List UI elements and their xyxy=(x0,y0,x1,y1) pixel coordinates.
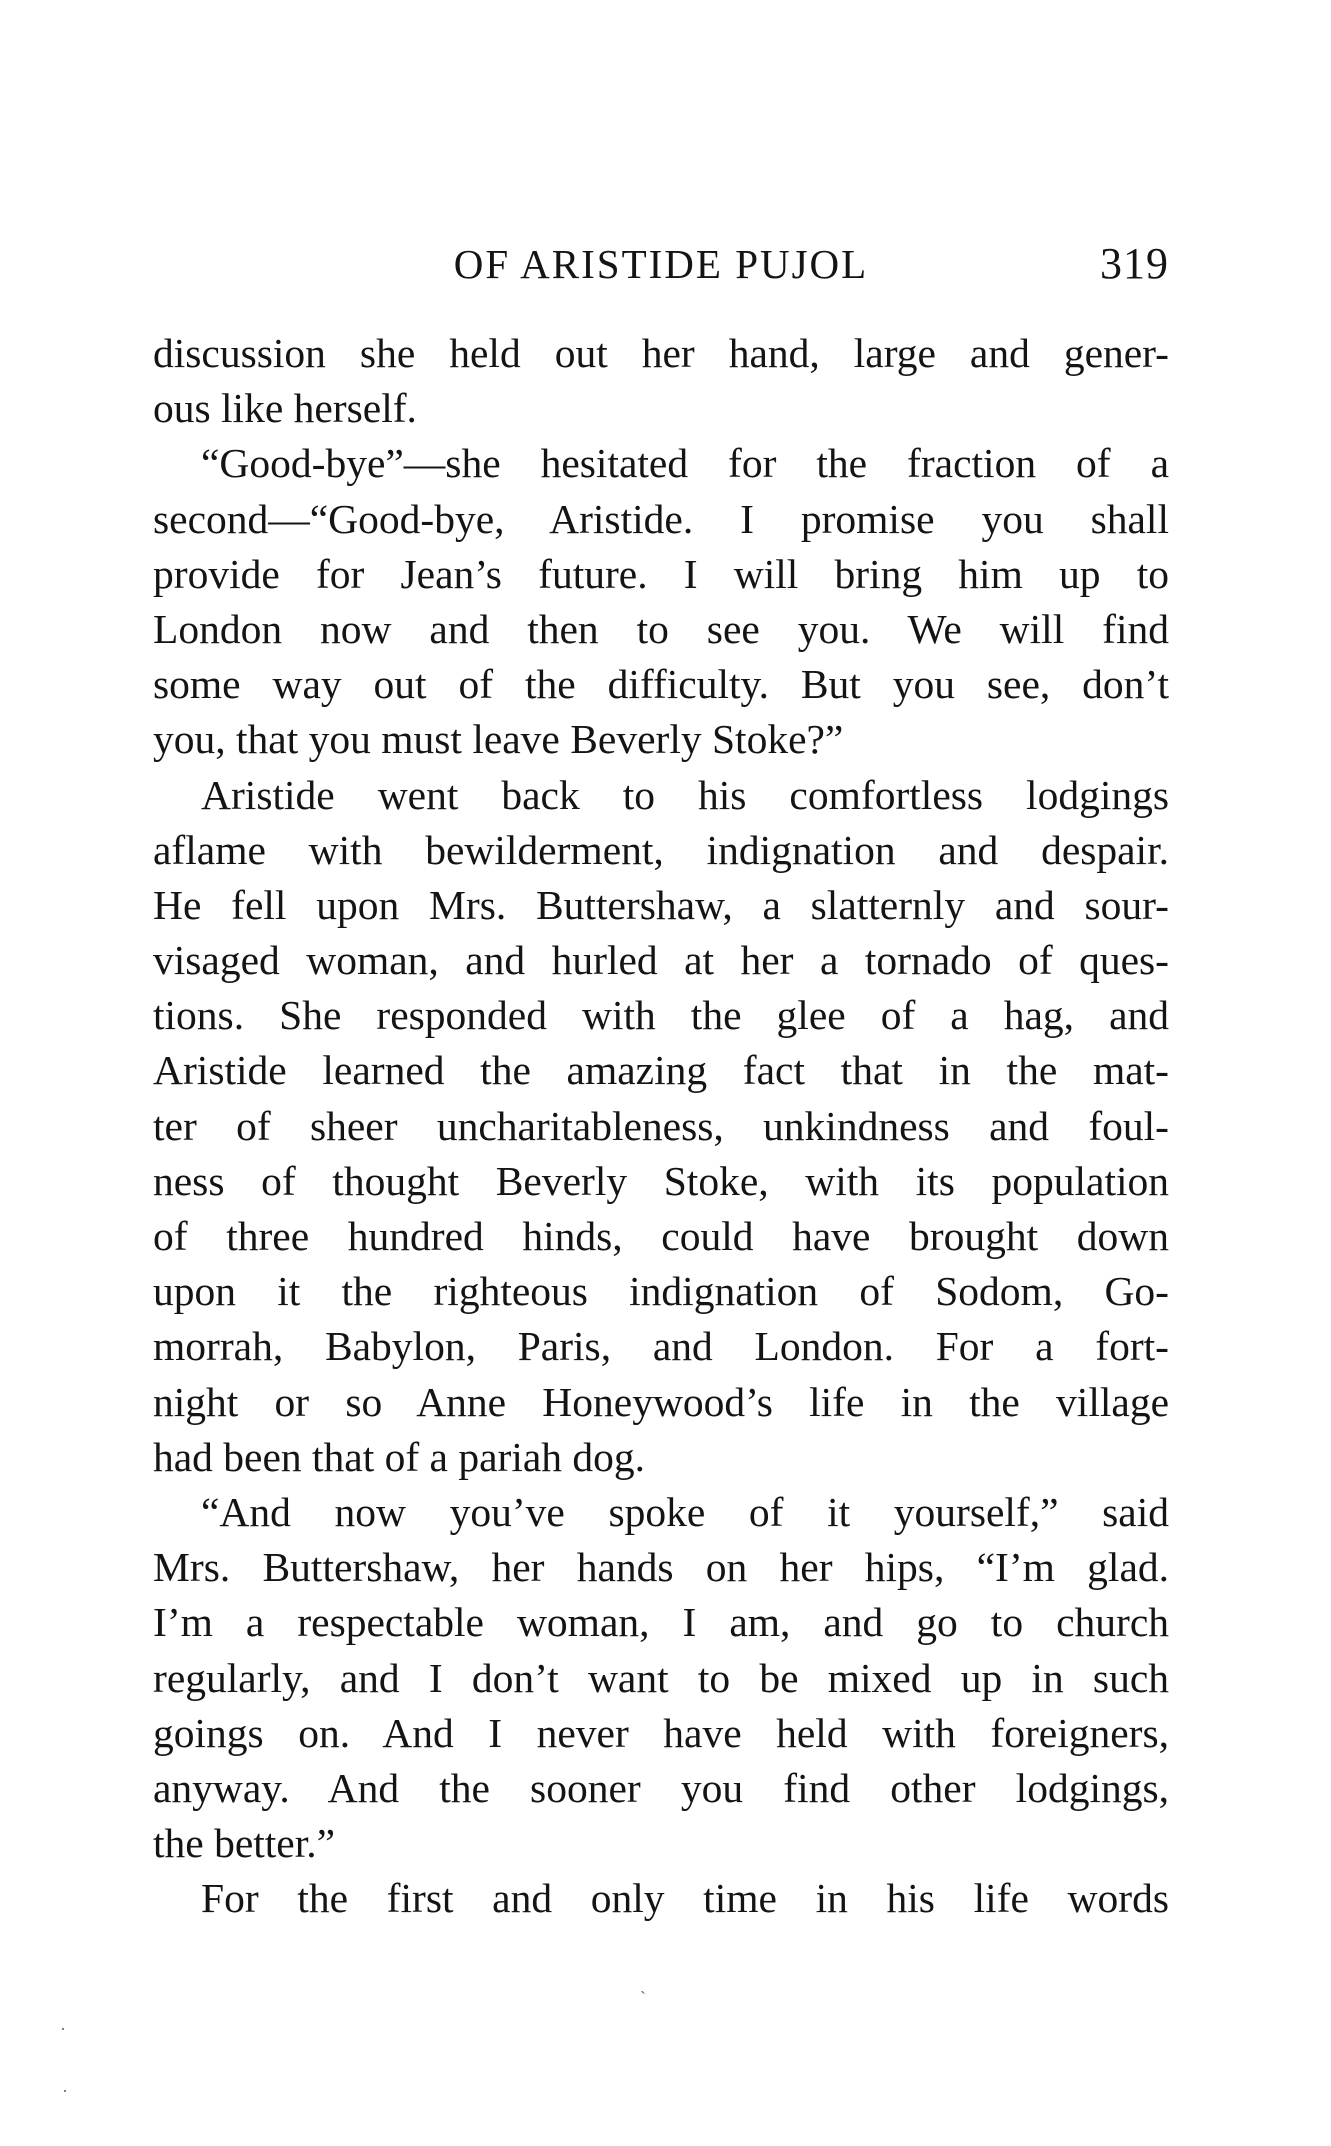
text-line: Aristide went back to his comfortless lodgings xyxy=(201,771,1169,818)
scan-speck: ˏ xyxy=(640,1974,646,1994)
text-line: aflame with bewilderment, indignation and despair. xyxy=(153,826,1169,873)
text-line: had been that of a pariah dog. xyxy=(153,1433,646,1480)
text-line: upon it the righteous indignation of Sodom, Go- xyxy=(153,1268,1169,1315)
running-title: OF ARISTIDE PUJOL xyxy=(453,241,869,287)
text-line: the better.” xyxy=(153,1820,336,1867)
text-line: “Good-bye”—she hesitated for the fraction of a xyxy=(201,440,1169,487)
text-line: you, that you must leave Beverly Stoke?” xyxy=(153,716,844,763)
text-line: discussion she held out her hand, large and gener- xyxy=(153,330,1169,376)
text-line: provide for Jean’s future. I will bring him up to xyxy=(153,550,1169,597)
text-line: “And now you’ve spoke of it yourself,” said xyxy=(201,1488,1169,1535)
text-line: Mrs. Buttershaw, her hands on her hips, “I’m glad. xyxy=(153,1544,1169,1591)
text-line: regularly, and I don’t want to be mixed up in such xyxy=(153,1654,1169,1701)
text-line: ter of sheer uncharitableness, unkindness and foul- xyxy=(153,1102,1169,1149)
text-line: London now and then to see you. We will find xyxy=(153,605,1169,652)
scan-speck: · xyxy=(62,2081,68,2101)
text-line: For the first and only time in his life words xyxy=(201,1875,1169,1922)
text-line: night or so Anne Honeywood’s life in the village xyxy=(153,1378,1169,1425)
text-line: ous like herself. xyxy=(153,385,417,432)
text-line: some way out of the difficulty. But you see, don’t xyxy=(153,661,1169,708)
text-line: He fell upon Mrs. Buttershaw, a slatternly and sour- xyxy=(153,881,1169,928)
scan-speck: · xyxy=(60,2019,66,2039)
text-line: anyway. And the sooner you find other lodgings, xyxy=(153,1764,1169,1811)
text-line: Aristide learned the amazing fact that in the mat- xyxy=(153,1047,1169,1094)
text-line: tions. She responded with the glee of a hag, and xyxy=(153,992,1169,1039)
text-line: I’m a respectable woman, I am, and go to church xyxy=(153,1599,1169,1646)
text-line: second—“Good-bye, Aristide. I promise you shall xyxy=(153,495,1169,542)
running-head xyxy=(153,234,1169,294)
text-line: morrah, Babylon, Paris, and London. For a fort- xyxy=(153,1323,1169,1370)
text-line: ness of thought Beverly Stoke, with its population xyxy=(153,1157,1169,1204)
text-line: goings on. And I never have held with foreigners, xyxy=(153,1709,1169,1756)
text-line: of three hundred hinds, could have brought down xyxy=(153,1213,1169,1259)
body-text xyxy=(153,326,1169,1926)
page-number: 319 xyxy=(1100,239,1169,288)
text-line: visaged woman, and hurled at her a tornado of ques- xyxy=(153,937,1169,984)
